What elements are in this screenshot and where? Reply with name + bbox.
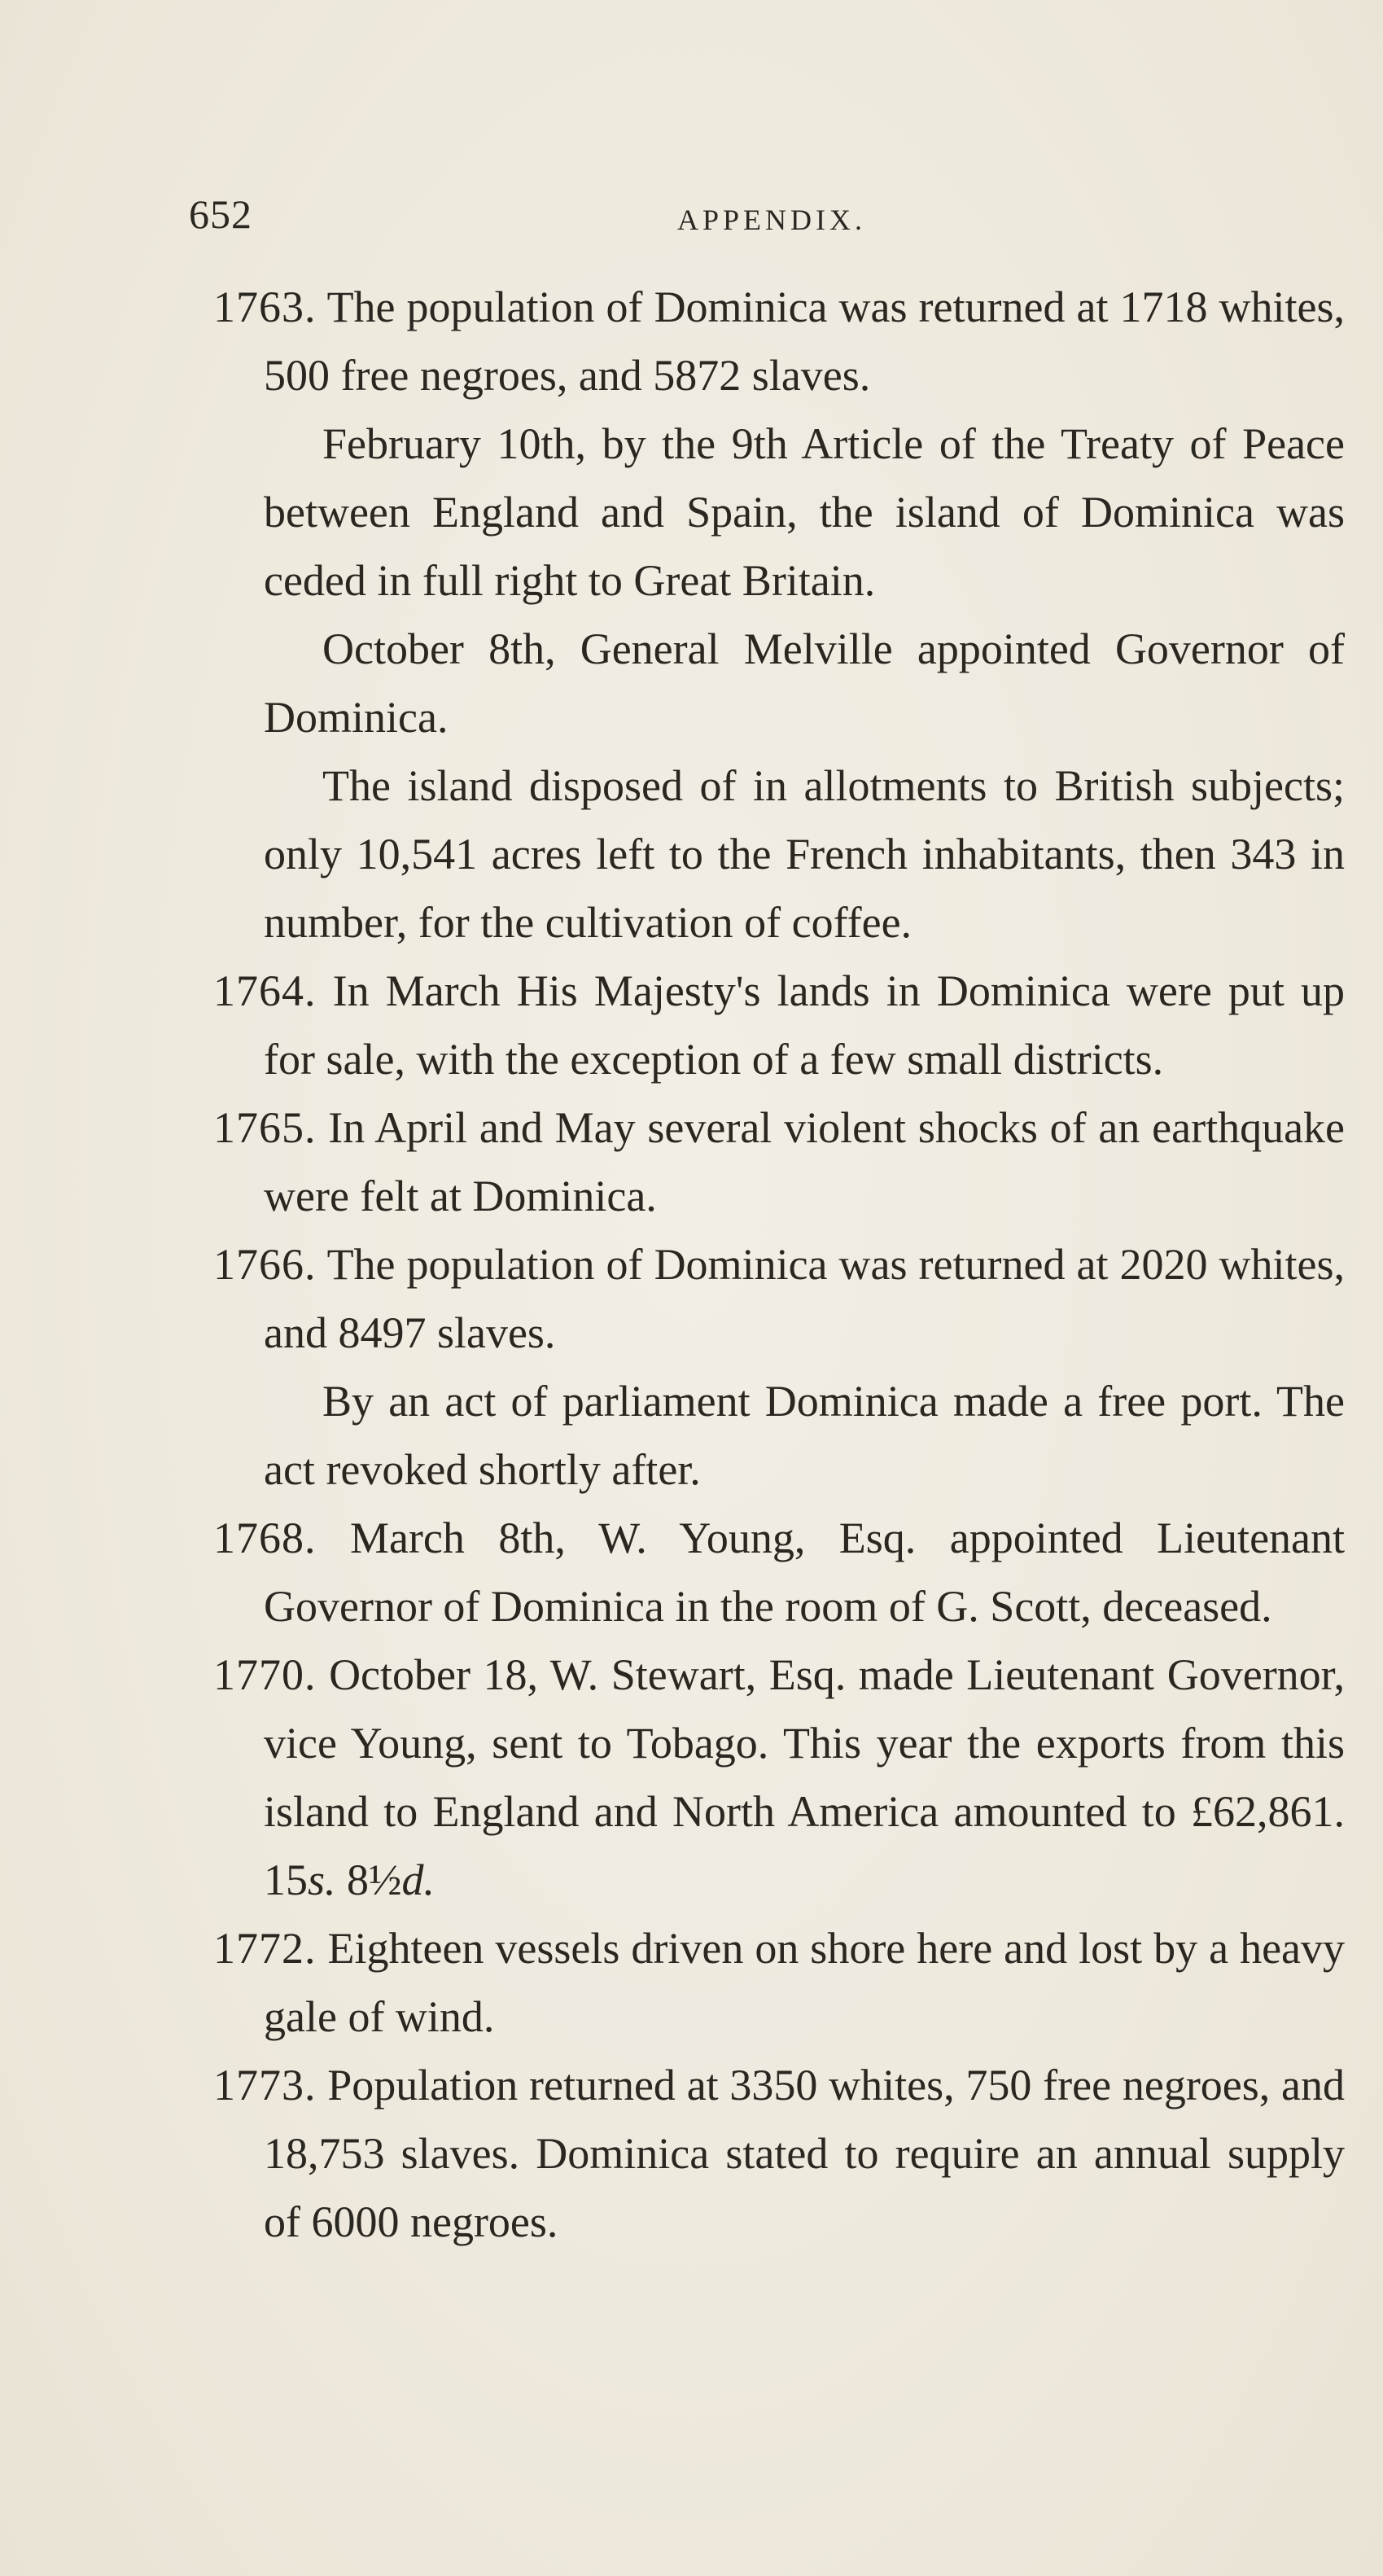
entry-year: 1770. xyxy=(213,1650,317,1699)
entry-paragraph xyxy=(213,1230,1345,1367)
entry-1766 xyxy=(213,1230,1345,1504)
entry-text: February 10th, by the 9th Article of the Treaty of Peace between England and Spain, the island of Dominica was ceded in full right to Great Britain. xyxy=(264,419,1345,605)
entry-1768 xyxy=(213,1504,1345,1641)
entry-year: 1773. xyxy=(213,2061,317,2109)
entry-1763 xyxy=(213,273,1345,957)
entry-text: In April and May several violent shocks of an earthquake were felt at Dominica. xyxy=(264,1103,1346,1220)
entry-year: 1765. xyxy=(213,1103,317,1152)
entry-text: Eighteen vessels driven on shore here and lost by a heavy gale of wind. xyxy=(264,1924,1346,2041)
entry-text: The population of Dominica was returned at 2020 whites, and 8497 slaves. xyxy=(264,1240,1345,1357)
entry-text: October 8th, General Melville appointed Governor of Dominica. xyxy=(264,624,1345,742)
entry-paragraph xyxy=(213,957,1345,1093)
entry-paragraph xyxy=(213,410,1345,615)
entry-year: 1772. xyxy=(213,1924,317,1973)
entry-1764 xyxy=(213,957,1345,1093)
entry-paragraph xyxy=(213,1367,1345,1504)
running-head: APPENDIX. xyxy=(677,204,867,236)
entry-paragraph xyxy=(213,1641,1345,1914)
entry-text: The island disposed of in allotments to British subjects; only 10,541 acres left to the French inhabitants, then 343 in number, for the cultivation of coffee. xyxy=(264,761,1345,947)
entry-paragraph xyxy=(213,751,1345,957)
entry-paragraph xyxy=(213,1504,1345,1641)
entry-paragraph xyxy=(213,2051,1345,2256)
entry-paragraph xyxy=(213,1093,1345,1230)
pence-amount: 8½ xyxy=(335,1855,402,1904)
pence-unit: d. xyxy=(401,1855,435,1904)
entry-year: 1768. xyxy=(213,1514,317,1562)
entry-paragraph xyxy=(213,615,1345,751)
entry-year: 1766. xyxy=(213,1240,317,1289)
entry-1772 xyxy=(213,1914,1345,2051)
chronology-text xyxy=(213,273,1345,2256)
entry-year: 1763. xyxy=(213,283,317,331)
entry-1765 xyxy=(213,1093,1345,1230)
entry-text: Population returned at 3350 whites, 750 free negroes, and 18,753 slaves. Dominica stated to require an annual supply of 6000 negroes. xyxy=(264,2061,1346,2246)
shillings-unit: s. xyxy=(308,1855,336,1904)
entry-text: October 18, W. Stewart, Esq. made Lieutenant Governor, vice Young, sent to Tobago. This year the exports from this island to England and North America amounted to £62,861. 15 xyxy=(264,1650,1345,1904)
entry-text: By an act of parliament Dominica made a free port. The act revoked shortly after. xyxy=(264,1377,1345,1494)
entry-1770 xyxy=(213,1641,1345,1914)
entry-text: March 8th, W. Young, Esq. appointed Lieutenant Governor of Dominica in the room of G. Scott, deceased. xyxy=(264,1514,1346,1631)
entry-paragraph xyxy=(213,1914,1345,2051)
entry-paragraph xyxy=(213,273,1345,410)
entry-1773 xyxy=(213,2051,1345,2256)
page-header xyxy=(189,186,1190,243)
entry-text: The population of Dominica was returned at 1718 whites, 500 free negroes, and 5872 slaves. xyxy=(264,283,1345,400)
entry-text: In March His Majesty's lands in Dominica were put up for sale, with the exception of a few small districts. xyxy=(264,966,1346,1084)
entry-year: 1764. xyxy=(213,966,317,1015)
page-number: 652 xyxy=(189,191,252,237)
